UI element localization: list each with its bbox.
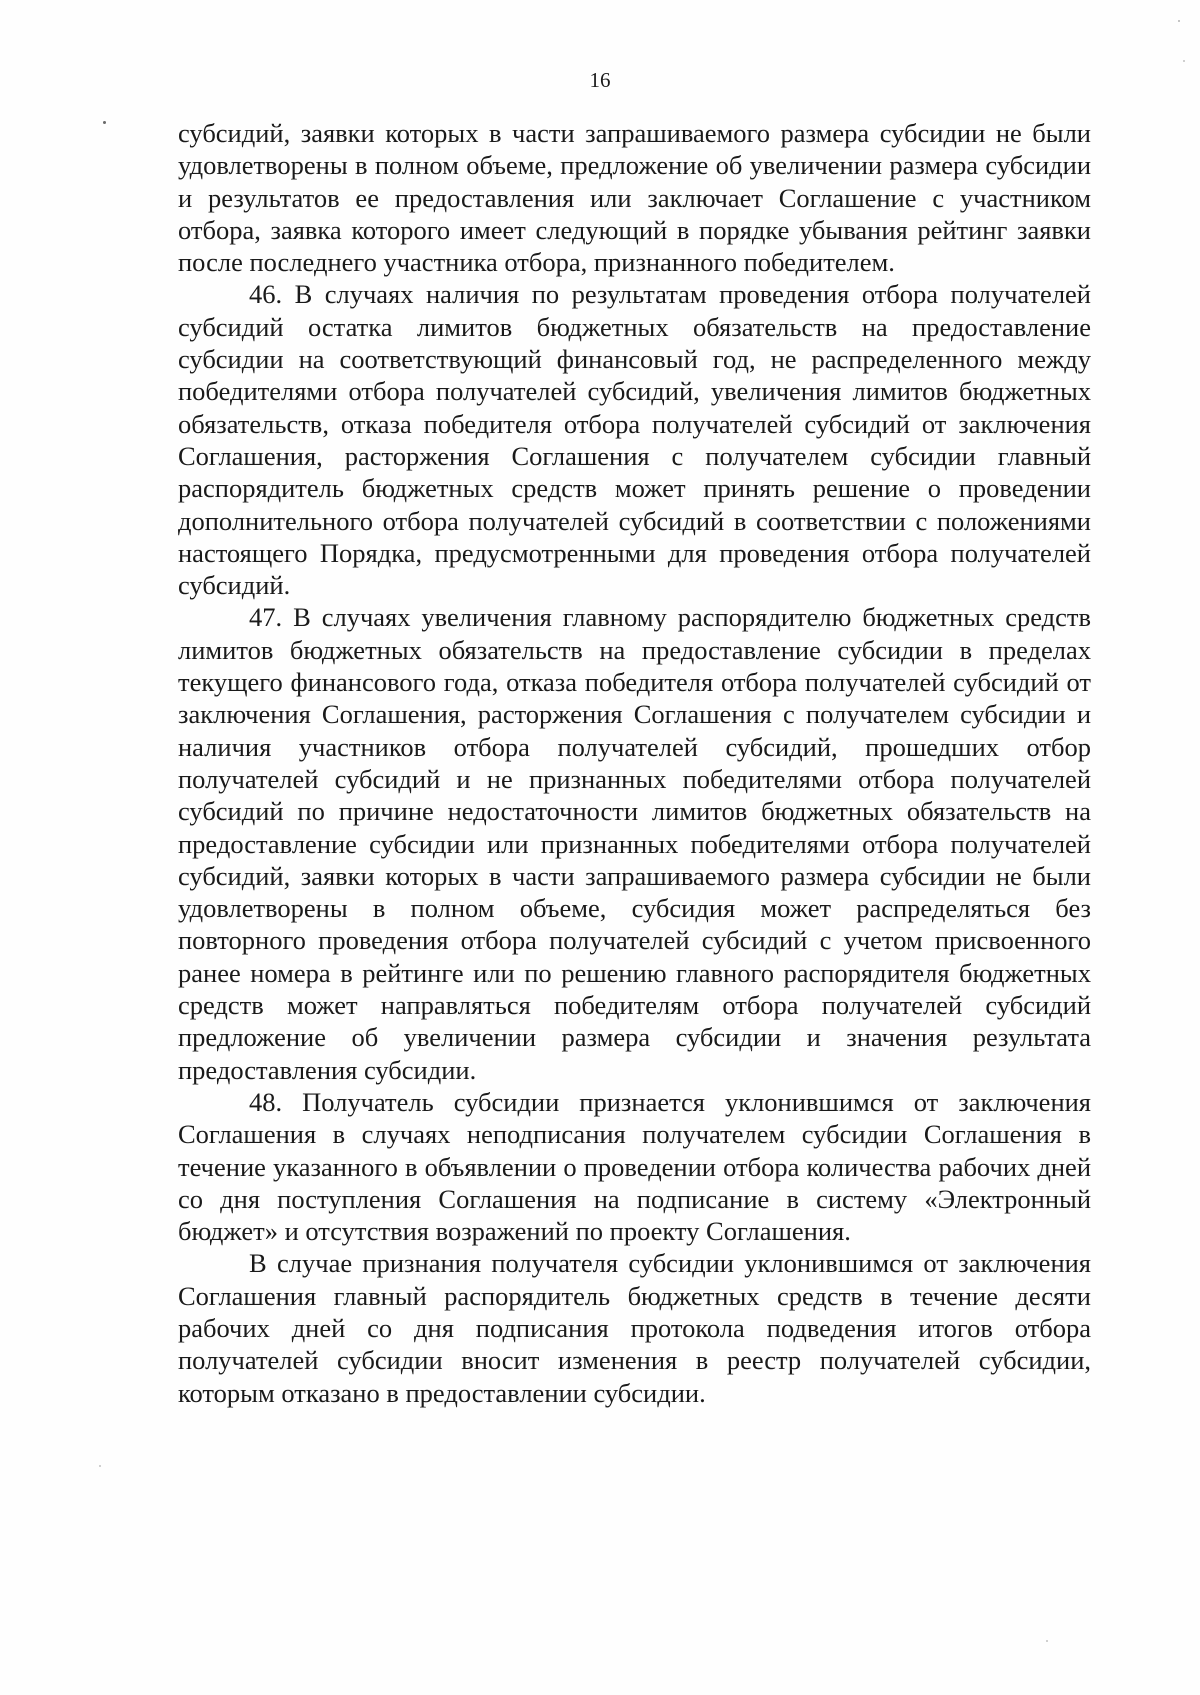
scan-speck <box>1183 60 1185 62</box>
scan-speck <box>1046 1640 1048 1642</box>
paragraph-item-46: 46. В случаях наличия по результатам проведения отбора получателей субсидий остатка лимитов бюджетных обязательств на предоставление субсидии на соответствующий финансовый год, не распределенного между победителями отбора получателей субсидий, увеличения лимитов бюджетных обязательств, отказа победителя отбора получателей субсидий от заключения Соглашения, расторжения Соглашения с получателем субсидии главный распорядитель бюджетных средств может принять решение о проведении дополнительного отбора получателей субсидий в соответствии с положениями настоящего Порядка, предусмотренными для проведения отбора получателей субсидий. <box>178 279 1091 601</box>
paragraph-item-48: 48. Получатель субсидии признается уклонившимся от заключения Соглашения в случаях неподписания получателем субсидии Соглашения в течение указанного в объявлении о проведении отбора количества рабочих дней со дня поступления Соглашения на подписание в систему «Электронный бюджет» и отсутствия возражений по проекту Соглашения. <box>178 1086 1091 1247</box>
paragraph-item-48-part-2: В случае признания получателя субсидии уклонившимся от заключения Соглашения главный распорядитель бюджетных средств в течение десяти рабочих дней со дня подписания протокола подведения итогов отбора получателей субсидии вносит изменения в реестр получателей субсидии, которым отказано в предоставлении субсидии. <box>178 1248 1091 1408</box>
page-number: 16 <box>589 68 611 92</box>
scan-speck <box>99 1465 101 1467</box>
paragraph-continuation: субсидий, заявки которых в части запрашиваемого размера субсидии не были удовлетворены в полном объеме, предложение об увеличении размера субсидии и результатов ее предоставления или заключает Соглашение с участником отбора, заявка которого имеет следующий в порядке убывания рейтинг заявки после последнего участника отбора, признанного победителем. <box>178 118 1091 278</box>
scan-speck <box>103 121 106 124</box>
paragraph-item-47: 47. В случаях увеличения главному распорядителю бюджетных средств лимитов бюджетных обязательств на предоставление субсидии в пределах текущего финансового года, отказа победителя отбора получателей субсидий от заключения Соглашения, расторжения Соглашения с получателем субсидии и наличия участников отбора получателей субсидий, прошедших отбор получателей субсидий и не признанных победителями отбора получателей субсидий по причине недостаточности лимитов бюджетных обязательств на предоставление субсидии или признанных победителями отбора получателей субсидий, заявки которых в части запрашиваемого размера субсидии не были удовлетворены в полном объеме, субсидия может распределяться без повторного проведения отбора получателей субсидий с учетом присвоенного ранее номера в рейтинге или по решению главного распорядителя бюджетных средств может направляться победителям отбора получателей субсидий предложение об увеличении размера субсидии и значения результата предоставления субсидии. <box>178 602 1091 1085</box>
document-body <box>178 117 1091 1409</box>
scan-speck <box>1178 20 1180 22</box>
